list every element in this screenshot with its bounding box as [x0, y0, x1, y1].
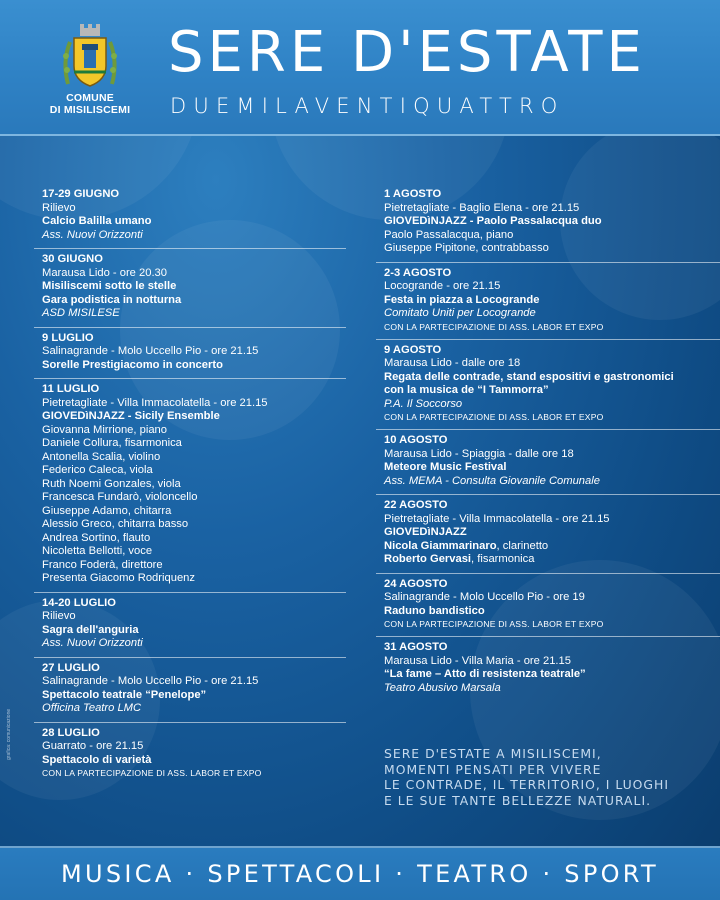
design-credit: grafica: comunicazione	[6, 708, 12, 760]
event-detail: Paolo Passalacqua, piano	[384, 228, 514, 241]
event-partner-note: CON LA PARTECIPAZIONE DI ASS. LABOR ET EXPO	[384, 412, 604, 422]
event-title: Sorelle Prestigiacomo in concerto	[42, 358, 223, 371]
event-date: 24 AGOSTO	[384, 577, 448, 590]
event-organizer: Ass. Nuovi Orizzonti	[42, 228, 143, 241]
event-detail: Presenta Giacomo Rodriquenz	[42, 572, 195, 584]
event-date: 1 AGOSTO	[384, 188, 442, 200]
event-block	[376, 495, 720, 574]
event-detail: Marausa Lido - ore 20.30	[42, 266, 168, 279]
event-date: 11 LUGLIO	[42, 383, 100, 395]
event-detail: Franco Foderà, direttore	[42, 558, 163, 571]
event-detail: Salinagrande - Molo Uccello Pio - ore 21.15	[42, 675, 259, 687]
logo-line-2: DI MISILISCEMI	[49, 104, 131, 116]
event-organizer: Comitato Uniti per Locogrande	[384, 307, 536, 319]
left-event-column	[34, 184, 346, 785]
event-partner-note: CON LA PARTECIPAZIONE DI ASS. LABOR ET EXPO	[42, 768, 262, 778]
closing-line: LE CONTRADE, IL TERRITORIO, I LUOGHI	[384, 777, 669, 792]
closing-line: MOMENTI PENSATI PER VIVERE	[384, 761, 602, 777]
event-title: Spettacolo di varietà	[42, 753, 152, 766]
event-block	[34, 328, 346, 380]
event-detail: Marausa Lido - dalle ore 18	[384, 357, 521, 369]
event-title: Spettacolo teatrale “Penelope”	[42, 688, 207, 701]
logo-line-1: COMUNE	[66, 92, 114, 104]
event-block	[376, 574, 720, 638]
event-title: con la musica de “I Tammorra”	[384, 384, 549, 396]
event-date: 27 LUGLIO	[42, 661, 100, 674]
event-date: 2-3 AGOSTO	[384, 266, 452, 279]
performer-instrument: , fisarmonica	[471, 553, 535, 565]
header	[0, 0, 720, 136]
event-title: Misiliscemi sotto le stelle	[42, 280, 177, 292]
event-date: 9 AGOSTO	[384, 343, 442, 356]
event-detail: Rilievo	[42, 201, 76, 214]
footer-categories: MUSICA · SPETTACOLI · TEATRO · SPORT	[60, 860, 659, 888]
event-detail: Giuseppe Adamo, chitarra	[42, 504, 172, 517]
event-date: 22 AGOSTO	[384, 499, 448, 511]
event-title: Regata delle contrade, stand espositivi e gastronomici	[384, 370, 674, 383]
event-organizer: Officina Teatro LMC	[42, 702, 142, 714]
coat-of-arms-icon	[58, 22, 122, 92]
event-title: Festa in piazza a Locogrande	[384, 293, 540, 306]
performer-name: Roberto Gervasi	[384, 553, 472, 565]
event-title: Raduno bandistico	[384, 604, 485, 617]
event-detail: Pietretagliate - Villa Immacolatella - ore 21.15	[42, 396, 268, 409]
event-date: 31 AGOSTO	[384, 641, 448, 653]
event-title: “La fame – Atto di resistenza teatrale”	[384, 668, 586, 680]
event-detail: Federico Caleca, viola	[42, 464, 153, 476]
event-title: Calcio Balilla umano	[42, 215, 152, 227]
right-event-column	[376, 184, 720, 701]
event-block	[34, 593, 346, 658]
event-detail: Guarrato - ore 21.15	[42, 740, 144, 752]
event-detail: Marausa Lido - Spiaggia - dalle ore 18	[384, 447, 574, 460]
event-title: Meteore Music Festival	[384, 461, 507, 473]
event-detail: Francesca Fundarò, violoncello	[42, 491, 198, 503]
event-organizer: Teatro Abusivo Marsala	[384, 681, 501, 694]
event-date: 30 GIUGNO	[42, 253, 103, 265]
event-block	[376, 637, 720, 701]
event-detail: Salinagrande - Molo Uccello Pio - ore 19	[384, 591, 585, 603]
event-block	[34, 379, 346, 593]
event-detail: Nicoletta Bellotti, voce	[42, 545, 153, 557]
closing-line: E LE SUE TANTE BELLEZZE NATURALI.	[384, 792, 652, 808]
event-performer	[384, 540, 720, 554]
event-detail: Antonella Scalia, violino	[42, 450, 161, 463]
event-date: 14-20 LUGLIO	[42, 596, 116, 609]
event-block	[376, 430, 720, 495]
closing-message	[384, 746, 684, 808]
event-block	[376, 263, 720, 340]
event-organizer: Ass. Nuovi Orizzonti	[42, 637, 143, 649]
performer-name: Nicola Giammarinaro	[384, 539, 497, 552]
event-block	[376, 340, 720, 431]
event-detail: Giuseppe Pipitone, contrabbasso	[384, 242, 549, 254]
event-date: 9 LUGLIO	[42, 331, 94, 344]
event-date: 28 LUGLIO	[42, 726, 100, 739]
event-organizer: P.A. Il Soccorso	[384, 397, 463, 410]
event-title: GIOVEDìNJAZZ - Sicily Ensemble	[42, 410, 220, 422]
event-date: 10 AGOSTO	[384, 434, 448, 446]
event-detail: Pietretagliate - Baglio Elena - ore 21.15	[384, 201, 580, 214]
event-block	[34, 658, 346, 723]
event-detail: Giovanna Mirrione, piano	[42, 423, 167, 436]
event-organizer: Ass. MEMA - Consulta Giovanile Comunale	[384, 474, 600, 487]
municipality-logo	[40, 22, 140, 122]
event-detail: Daniele Collura, fisarmonica	[42, 437, 182, 449]
event-title: Sagra dell'anguria	[42, 623, 139, 636]
page-title: SERE D'ESTATE	[168, 20, 646, 85]
event-detail: Andrea Sortino, flauto	[42, 531, 151, 544]
event-detail: Locogrande - ore 21.15	[384, 280, 501, 292]
event-partner-note: CON LA PARTECIPAZIONE DI ASS. LABOR ET EXPO	[384, 619, 604, 629]
event-title: GIOVEDìNJAZZ - Paolo Passalacqua duo	[384, 215, 602, 227]
event-detail: Rilievo	[42, 610, 76, 622]
event-date: 17-29 GIUGNO	[42, 188, 120, 200]
event-title: GIOVEDìNJAZZ	[384, 526, 467, 538]
page-subtitle: DUEMILAVENTIQUATTRO	[170, 94, 565, 118]
event-detail: Pietretagliate - Villa Immacolatella - ore 21.15	[384, 512, 610, 525]
event-block	[376, 184, 720, 263]
event-detail: Marausa Lido - Villa Maria - ore 21.15	[384, 654, 571, 667]
performer-instrument: , clarinetto	[496, 539, 549, 552]
event-block	[34, 249, 346, 328]
event-detail: Ruth Noemi Gonzales, viola	[42, 477, 181, 490]
event-block	[34, 184, 346, 249]
event-detail: Salinagrande - Molo Uccello Pio - ore 21.15	[42, 345, 259, 357]
event-partner-note: CON LA PARTECIPAZIONE DI ASS. LABOR ET EXPO	[384, 321, 604, 332]
footer	[0, 846, 720, 900]
event-title: Gara podistica in notturna	[42, 293, 182, 306]
event-block	[34, 723, 346, 786]
closing-line: SERE D'ESTATE A MISILISCEMI,	[384, 746, 602, 761]
event-detail: Alessio Greco, chitarra basso	[42, 518, 189, 530]
event-performer	[384, 553, 720, 567]
event-organizer: ASD MISILESE	[42, 307, 120, 319]
